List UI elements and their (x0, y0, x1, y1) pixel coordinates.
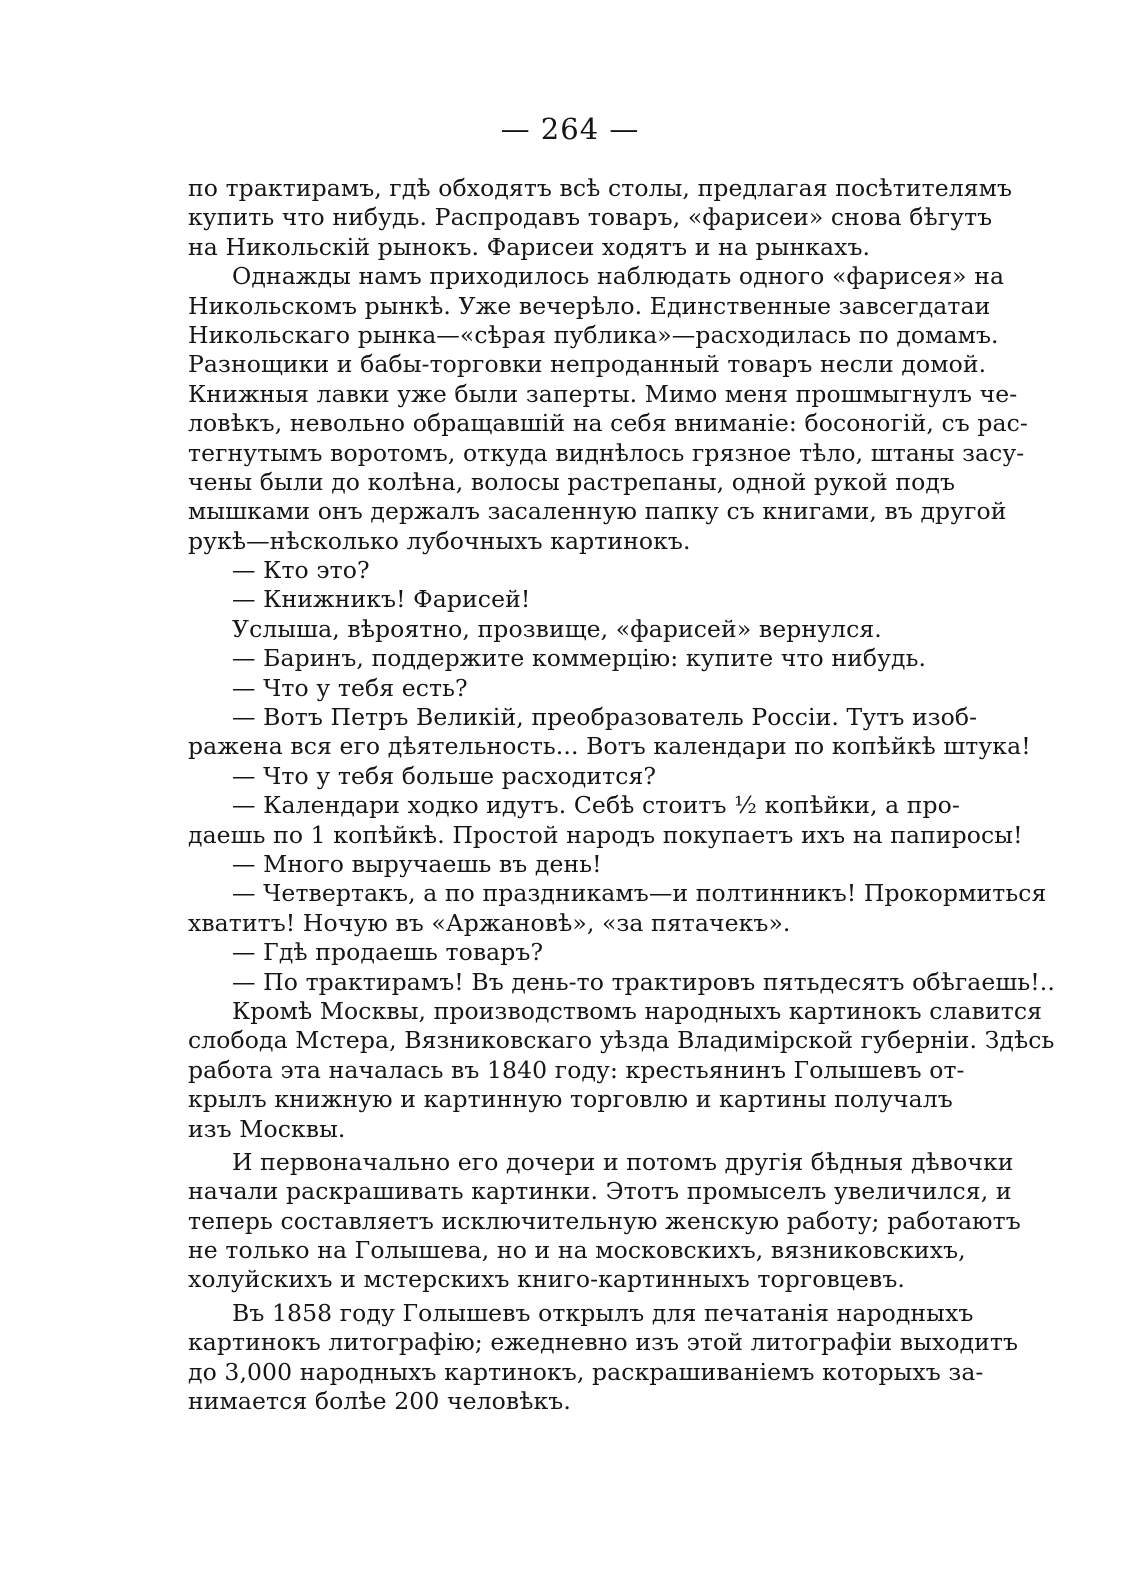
text-line: — Что у тебя есть? (232, 673, 468, 702)
text-line: холуйскихъ и мстерскихъ книго-картинныхъ торговцевъ. (188, 1265, 905, 1294)
text-line: до 3,000 народныхъ картинокъ, раскрашиваніемъ которыхъ за- (188, 1357, 984, 1386)
body-text (188, 174, 1055, 1416)
text-line: картинокъ литографію; ежедневно изъ этой литографіи выходитъ (188, 1328, 1019, 1357)
text-line: мышками онъ держалъ засаленную папку съ книгами, въ другой (188, 497, 1007, 526)
text-line: по трактирамъ, гдѣ обходятъ всѣ столы, предлагая посѣтителямъ (188, 174, 1013, 202)
text-line: — Гдѣ продаешь товаръ? (232, 938, 544, 967)
text-line: теперь составляетъ исключительную женскую работу; работаютъ (188, 1206, 1021, 1235)
text-line: — Баринъ, поддержите коммерцію: купите что нибудь. (232, 644, 927, 673)
text-line: Въ 1858 году Голышевъ открылъ для печатанія народныхъ (232, 1298, 974, 1327)
text-line: крылъ книжную и картинную торговлю и картины получалъ (188, 1085, 953, 1114)
text-line: — Что у тебя больше расходится? (232, 761, 657, 790)
text-line: Никольскомъ рынкѣ. Уже вечерѣло. Единственные завсегдатаи (188, 291, 991, 320)
text-line: ражена вся его дѣятельность... Вотъ календари по копѣйкѣ штука! (188, 732, 1031, 761)
text-line: начали раскрашивать картинки. Этотъ промыселъ увеличился, и (188, 1177, 1012, 1206)
text-line: Кромѣ Москвы, производствомъ народныхъ картинокъ славится (232, 996, 1043, 1025)
text-line: слобода Мстера, Вязниковскаго уѣзда Владимірской губерніи. Здѣсь (188, 1026, 1055, 1055)
text-line: И первоначально его дочери и потомъ другія бѣдныя дѣвочки (232, 1147, 1014, 1176)
text-line: Книжныя лавки уже были заперты. Мимо меня прошмыгнулъ че- (188, 379, 1018, 408)
text-line: — Вотъ Петръ Великій, преобразователь Россіи. Тутъ изоб- (232, 703, 978, 732)
text-line: рукѣ—нѣсколько лубочныхъ картинокъ. (188, 526, 691, 555)
text-line: — Четвертакъ, а по праздникамъ—и полтинникъ! Прокормиться (232, 879, 1047, 908)
page-number: — 264 — (500, 112, 640, 146)
text-line: изъ Москвы. (188, 1114, 346, 1143)
text-line: работа эта началась въ 1840 году: крестьянинъ Голышевъ от- (188, 1055, 965, 1084)
text-line: Однажды намъ приходилось наблюдать одного «фарисея» на (232, 262, 1005, 291)
text-line: — Книжникъ! Фарисей! (232, 585, 531, 614)
text-line: купить что нибудь. Распродавъ товаръ, «фарисеи» снова бѣгутъ (188, 203, 993, 232)
text-line: даешь по 1 копѣйкѣ. Простой народъ покупаетъ ихъ на папиросы! (188, 820, 1023, 849)
text-line: ловѣкъ, невольно обращавшій на себя вниманіе: босоногій, съ рас- (188, 409, 1028, 438)
text-line: хватитъ! Ночую въ «Аржановѣ», «за пятачекъ». (188, 908, 791, 937)
text-line: не только на Голышева, но и на московскихъ, вязниковскихъ, (188, 1236, 966, 1265)
text-line: — По трактирамъ! Въ день-то трактировъ пятьдесятъ обѣгаешь!.. (232, 967, 1055, 996)
text-line: тегнутымъ воротомъ, откуда виднѣлось грязное тѣло, штаны засу- (188, 438, 1025, 467)
text-line: — Календари ходко идутъ. Себѣ стоитъ ½ копѣйки, а про- (232, 791, 960, 820)
text-line: — Кто это? (232, 556, 370, 585)
text-line: Услыша, вѣроятно, прозвище, «фарисей» вернулся. (232, 614, 882, 643)
text-line: на Никольскій рынокъ. Фарисеи ходятъ и на рынкахъ. (188, 232, 871, 261)
text-line: Никольскаго рынка—«сѣрая публика»—расходилась по домамъ. (188, 320, 999, 349)
text-line: нимается болѣе 200 человѣкъ. (188, 1387, 571, 1416)
text-line: — Много выручаешь въ день! (232, 849, 602, 878)
text-line: Разнощики и бабы-торговки непроданный товаръ несли домой. (188, 350, 987, 379)
text-line: чены были до колѣна, волосы растрепаны, одной рукой подъ (188, 467, 955, 496)
